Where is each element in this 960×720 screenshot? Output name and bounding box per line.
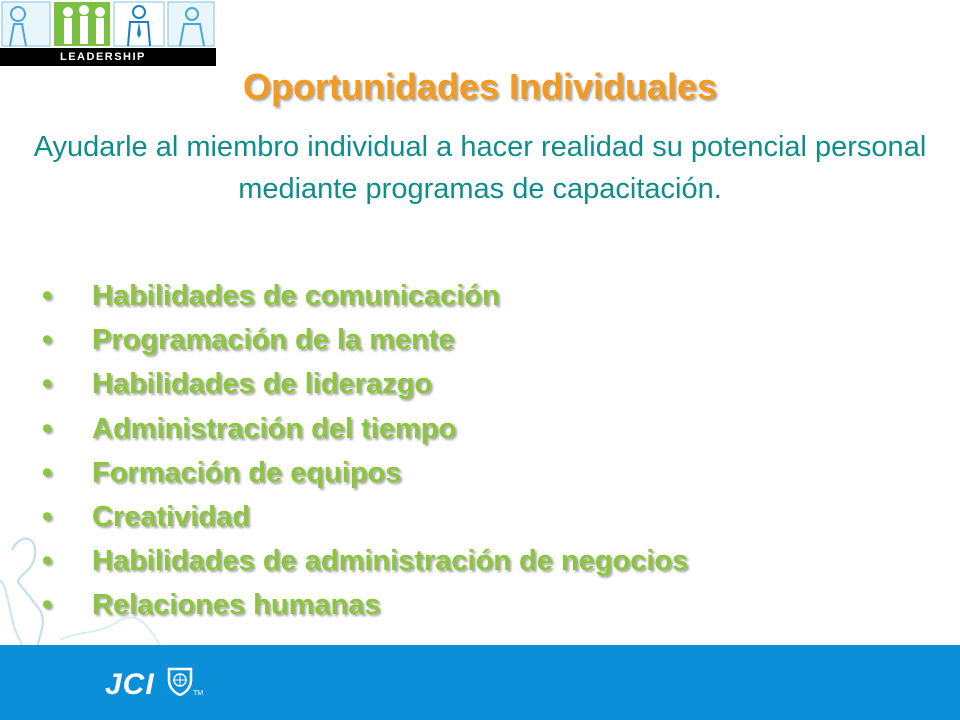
training-programs-list: [40, 276, 688, 630]
list-item: [40, 364, 688, 408]
bullet-icon: •: [42, 456, 53, 489]
bullet-icon: •: [42, 500, 53, 533]
list-item: [40, 541, 688, 585]
page-subtitle: Ayudarle al miembro individual a hacer realidad su potencial personal mediante programas de capacitación.: [33, 131, 927, 205]
bullet-icon: •: [42, 545, 53, 578]
bullet-icon: •: [42, 589, 53, 622]
list-item-label: Formación de equipos: [92, 456, 402, 489]
jci-brand-logo: JCI: [105, 668, 155, 701]
list-item-label: Habilidades de liderazgo: [92, 368, 433, 401]
list-item-label: Administración del tiempo: [92, 412, 457, 445]
list-item: [40, 320, 688, 364]
page-title: Oportunidades Individuales: [242, 66, 718, 107]
list-item-label: Relaciones humanas: [92, 589, 381, 622]
list-item-label: Creatividad: [92, 500, 250, 533]
list-item-label: Habilidades de comunicación: [92, 280, 500, 312]
bullet-icon: •: [42, 412, 53, 445]
list-item: [40, 497, 688, 541]
trademark-label: TM: [193, 690, 204, 697]
bullet-icon: •: [42, 368, 53, 401]
bullet-icon: •: [42, 324, 53, 357]
leadership-label: LEADERSHIP: [0, 48, 216, 66]
leadership-logo: [0, 0, 216, 68]
list-item-label: Habilidades de administración de negocios: [92, 545, 689, 578]
list-item: [40, 453, 688, 497]
bullet-icon: •: [42, 280, 53, 312]
list-item-label: Programación de la mente: [92, 324, 455, 357]
list-item: [40, 585, 688, 629]
list-item: [40, 276, 688, 320]
leadership-people-panels: [0, 0, 216, 48]
list-item: [40, 409, 688, 453]
jci-shield-icon: [167, 666, 193, 696]
